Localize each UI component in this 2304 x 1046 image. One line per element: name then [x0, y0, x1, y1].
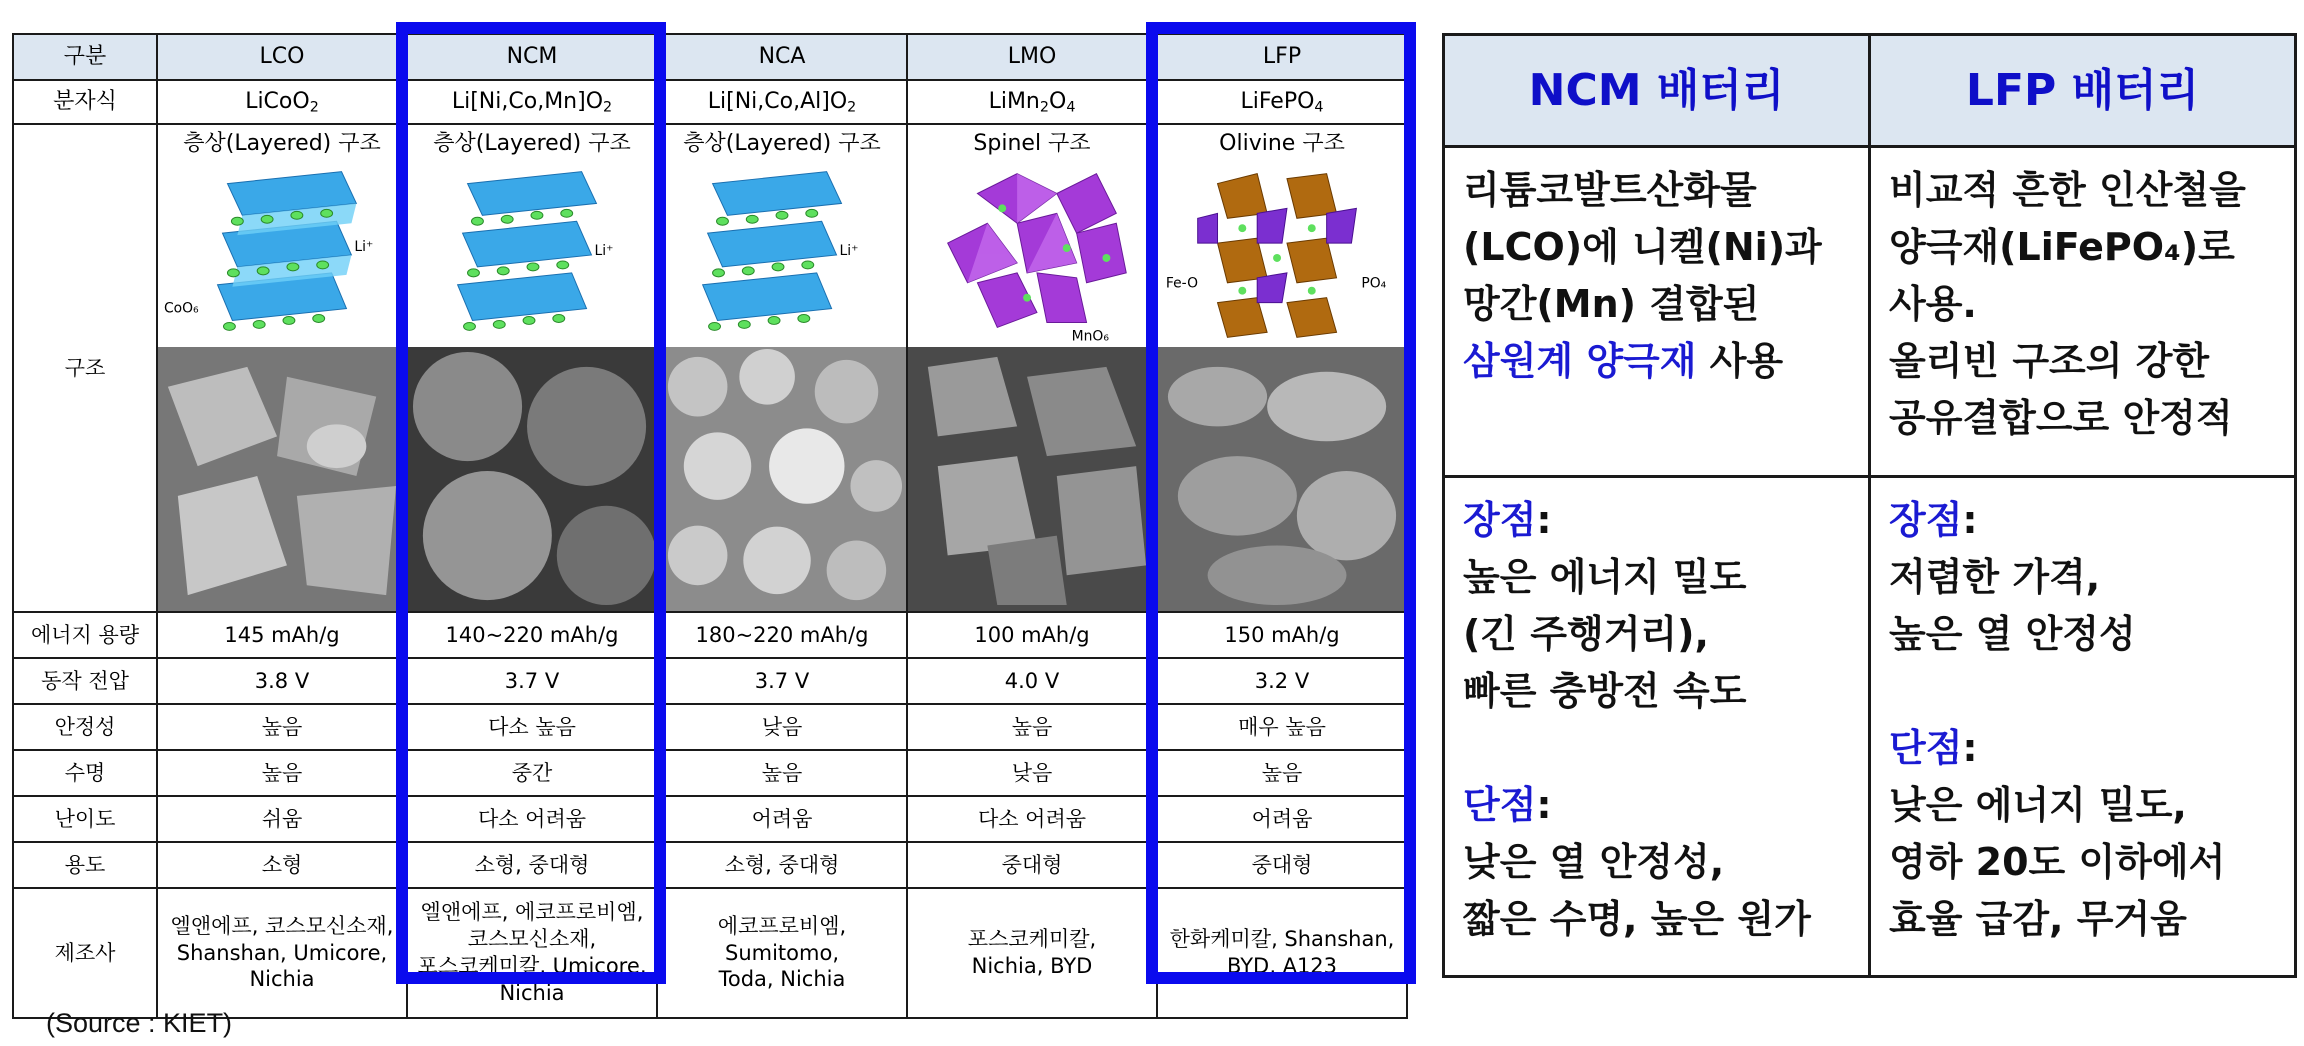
structure-type-nca: 층상(Layered) 구조 [683, 131, 881, 156]
spinel-crystal-image [908, 163, 1156, 347]
structure-row [13, 124, 1407, 612]
cell-value: 소형, 중대형 [407, 842, 657, 888]
pros-heading [1889, 492, 2276, 549]
manufacturer-line: Nichia, BYD [971, 954, 1093, 978]
stability-row [13, 704, 1407, 750]
structure-type-lmo: Spinel 구조 [973, 131, 1091, 156]
cons-item: 효율 급감, 무거움 [1889, 897, 2187, 941]
cons-label: 단점 [1463, 783, 1537, 827]
layered-crystal-image [158, 163, 406, 347]
structure-ncm [407, 124, 657, 612]
manufacturer-line: BYD, A123 [1226, 954, 1338, 978]
pros-item: (긴 주행거리), [1463, 612, 1709, 656]
pros-item: 높은 열 안정성 [1889, 612, 2136, 656]
colon: : [1536, 498, 1552, 542]
header-row [13, 34, 1407, 80]
manufacturer-line: 엘앤에프, 코스모신소재, [170, 913, 394, 938]
structure-lmo [907, 124, 1157, 612]
cons-item: 짧은 수명, 높은 원가 [1463, 897, 1811, 941]
manufacturers-lfp [1157, 888, 1407, 1018]
description-line [1463, 333, 1850, 390]
cell-value: 쉬움 [157, 796, 407, 842]
cell-value: 180~220 mAh/g [657, 612, 907, 658]
olivine-crystal-image [1158, 163, 1406, 347]
cell-value: 100 mAh/g [907, 612, 1157, 658]
row-label: 제조사 [13, 888, 157, 1018]
description-line: 공유결합으로 안정적 [1889, 396, 2233, 440]
li-ion-annotation: Li⁺ [354, 239, 374, 256]
description-line: 사용. [1889, 282, 1977, 326]
manufacturer-row [13, 888, 1407, 1018]
manufacturers-ncm [407, 888, 657, 1018]
pros-label: 장점 [1463, 498, 1537, 542]
mno6-annotation: MnO₆ [1071, 328, 1109, 345]
row-label: 용도 [13, 842, 157, 888]
structure-label: 구조 [13, 124, 157, 612]
battery-summary-table [1442, 33, 2297, 978]
colon: : [1962, 498, 1978, 542]
manufacturer-line: Toda, Nichia [718, 967, 846, 992]
manufacturer-line: 엘앤에프, 에코프로비엠, [420, 900, 644, 925]
header-nca: NCA [657, 34, 907, 80]
header-lfp: LFP [1157, 34, 1407, 80]
formula-nca: $Li[Ni,Co,Al]O_2$ [657, 80, 907, 124]
po4-annotation: PO₄ [1361, 275, 1387, 292]
row-label: 수명 [13, 750, 157, 796]
cell-value: 3.7 V [407, 658, 657, 704]
ncm-description [1444, 147, 1870, 477]
manufacturer-line: 한화케미칼, Shanshan, [1169, 927, 1395, 952]
cell-value: 4.0 V [907, 658, 1157, 704]
manufacturer-line: 에코프로비엠, [717, 913, 847, 938]
cons-heading [1889, 720, 2276, 777]
formula-label: 분자식 [13, 80, 157, 124]
description-line: 리튬코발트산화물 [1463, 168, 1757, 212]
cell-value: 소형, 중대형 [657, 842, 907, 888]
description-line: 양극재(LiFePO₄)로 [1889, 225, 2235, 269]
pros-item: 높은 에너지 밀도 [1463, 555, 1747, 599]
formula-lfp: LiFePO$_4$ [1157, 80, 1407, 124]
lfp-battery-title: LFP 배터리 [1870, 35, 2296, 147]
manufacturers-lmo [907, 888, 1157, 1018]
pros-item: 빠른 충방전 속도 [1463, 669, 1747, 713]
fe-o-annotation: Fe-O [1165, 275, 1199, 292]
structure-type-lfp: Olivine 구조 [1219, 131, 1345, 156]
lifespan-row [13, 750, 1407, 796]
structure-lco [157, 124, 407, 612]
cell-value: 3.7 V [657, 658, 907, 704]
colon: : [1962, 726, 1978, 770]
lfp-pros-cons [1870, 477, 2296, 977]
cell-value: 다소 어려움 [907, 796, 1157, 842]
structure-lfp [1157, 124, 1407, 612]
cell-value: 높음 [157, 704, 407, 750]
ternary-cathode-highlight: 삼원계 양극재 [1463, 339, 1697, 383]
cell-value: 소형 [157, 842, 407, 888]
manufacturer-line: 코스모신소재, [467, 927, 597, 952]
pros-item: 저렴한 가격, [1889, 555, 2101, 599]
operating-voltage-row [13, 658, 1407, 704]
cell-value: 다소 어려움 [407, 796, 657, 842]
cell-value: 높음 [657, 750, 907, 796]
cell-value: 중간 [407, 750, 657, 796]
cell-value: 3.8 V [157, 658, 407, 704]
cons-heading [1463, 777, 1850, 834]
manufacturer-line: Nichia [499, 980, 565, 1005]
colon: : [1536, 783, 1552, 827]
row-label: 동작 전압 [13, 658, 157, 704]
cell-value: 매우 높음 [1157, 704, 1407, 750]
sem-micrograph-lco [158, 347, 406, 611]
row-label: 안정성 [13, 704, 157, 750]
source-citation: (Source : KIET) [46, 1008, 233, 1038]
manufacturers-nca [657, 888, 907, 1018]
manufacturer-line: 포스코케미칼, Umicore, [417, 954, 647, 978]
application-row [13, 842, 1407, 888]
difficulty-row [13, 796, 1407, 842]
cell-value: 높음 [1157, 750, 1407, 796]
cell-value: 중대형 [907, 842, 1157, 888]
li-ion-annotation: Li⁺ [839, 243, 859, 259]
cell-value: 낮음 [907, 750, 1157, 796]
cell-value: 145 mAh/g [157, 612, 407, 658]
formula-lco: LiCoO$_2$ [157, 80, 407, 124]
structure-nca [657, 124, 907, 612]
description-text: 사용 [1696, 339, 1784, 383]
cell-value: 3.2 V [1157, 658, 1407, 704]
cell-value: 140~220 mAh/g [407, 612, 657, 658]
layered-crystal-image [408, 163, 656, 347]
ncm-battery-title: NCM 배터리 [1444, 35, 1870, 147]
cell-value: 어려움 [657, 796, 907, 842]
cons-item: 영하 20도 이하에서 [1889, 840, 2226, 884]
cell-value: 중대형 [1157, 842, 1407, 888]
header-lmo: LMO [907, 34, 1157, 80]
sem-micrograph-lfp [1158, 347, 1406, 611]
lfp-description [1870, 147, 2296, 477]
cell-value: 높음 [907, 704, 1157, 750]
cell-value: 다소 높음 [407, 704, 657, 750]
energy-capacity-row [13, 612, 1407, 658]
pros-label: 장점 [1889, 498, 1963, 542]
manufacturer-line: 포스코케미칼, [967, 927, 1097, 952]
coo6-annotation: CoO₆ [163, 300, 199, 317]
pros-cons-row [1444, 477, 2296, 977]
formula-lmo: $LiMn_2O_4$ [907, 80, 1157, 124]
formula-ncm: $Li[Ni,Co,Mn]O_2$ [407, 80, 657, 124]
cathode-comparison-table [12, 33, 1408, 1019]
row-label: 에너지 용량 [13, 612, 157, 658]
manufacturers-lco [157, 888, 407, 1018]
cell-value: 150 mAh/g [1157, 612, 1407, 658]
description-line: (LCO)에 니켈(Ni)과 [1463, 225, 1822, 269]
structure-type-lco: 층상(Layered) 구조 [183, 131, 381, 156]
pros-heading [1463, 492, 1850, 549]
row-label: 난이도 [13, 796, 157, 842]
cell-value: 어려움 [1157, 796, 1407, 842]
cons-item: 낮은 에너지 밀도, [1889, 783, 2187, 827]
cell-value: 높음 [157, 750, 407, 796]
manufacturer-line: Nichia [249, 967, 315, 992]
sem-micrograph-ncm [408, 347, 656, 611]
battery-header-row [1444, 35, 2296, 147]
battery-description-row [1444, 147, 2296, 477]
ncm-pros-cons [1444, 477, 1870, 977]
sem-micrograph-nca [658, 347, 906, 611]
cons-item: 낮은 열 안정성, [1463, 840, 1725, 884]
formula-row [13, 80, 1407, 124]
cons-label: 단점 [1889, 726, 1963, 770]
description-line: 비교적 흔한 인산철을 [1889, 168, 2246, 212]
li-ion-annotation: Li⁺ [594, 243, 614, 259]
header-category: 구분 [13, 34, 157, 80]
header-lco: LCO [157, 34, 407, 80]
layered-crystal-image [658, 163, 906, 347]
sem-micrograph-lmo [908, 347, 1156, 611]
description-line: 올리빈 구조의 강한 [1889, 339, 2210, 383]
structure-type-ncm: 층상(Layered) 구조 [433, 131, 631, 156]
header-ncm: NCM [407, 34, 657, 80]
description-line: 망간(Mn) 결합된 [1463, 282, 1760, 326]
cell-value: 낮음 [657, 704, 907, 750]
manufacturer-line: Sumitomo, [725, 940, 839, 965]
manufacturer-line: Shanshan, Umicore, [176, 940, 388, 965]
